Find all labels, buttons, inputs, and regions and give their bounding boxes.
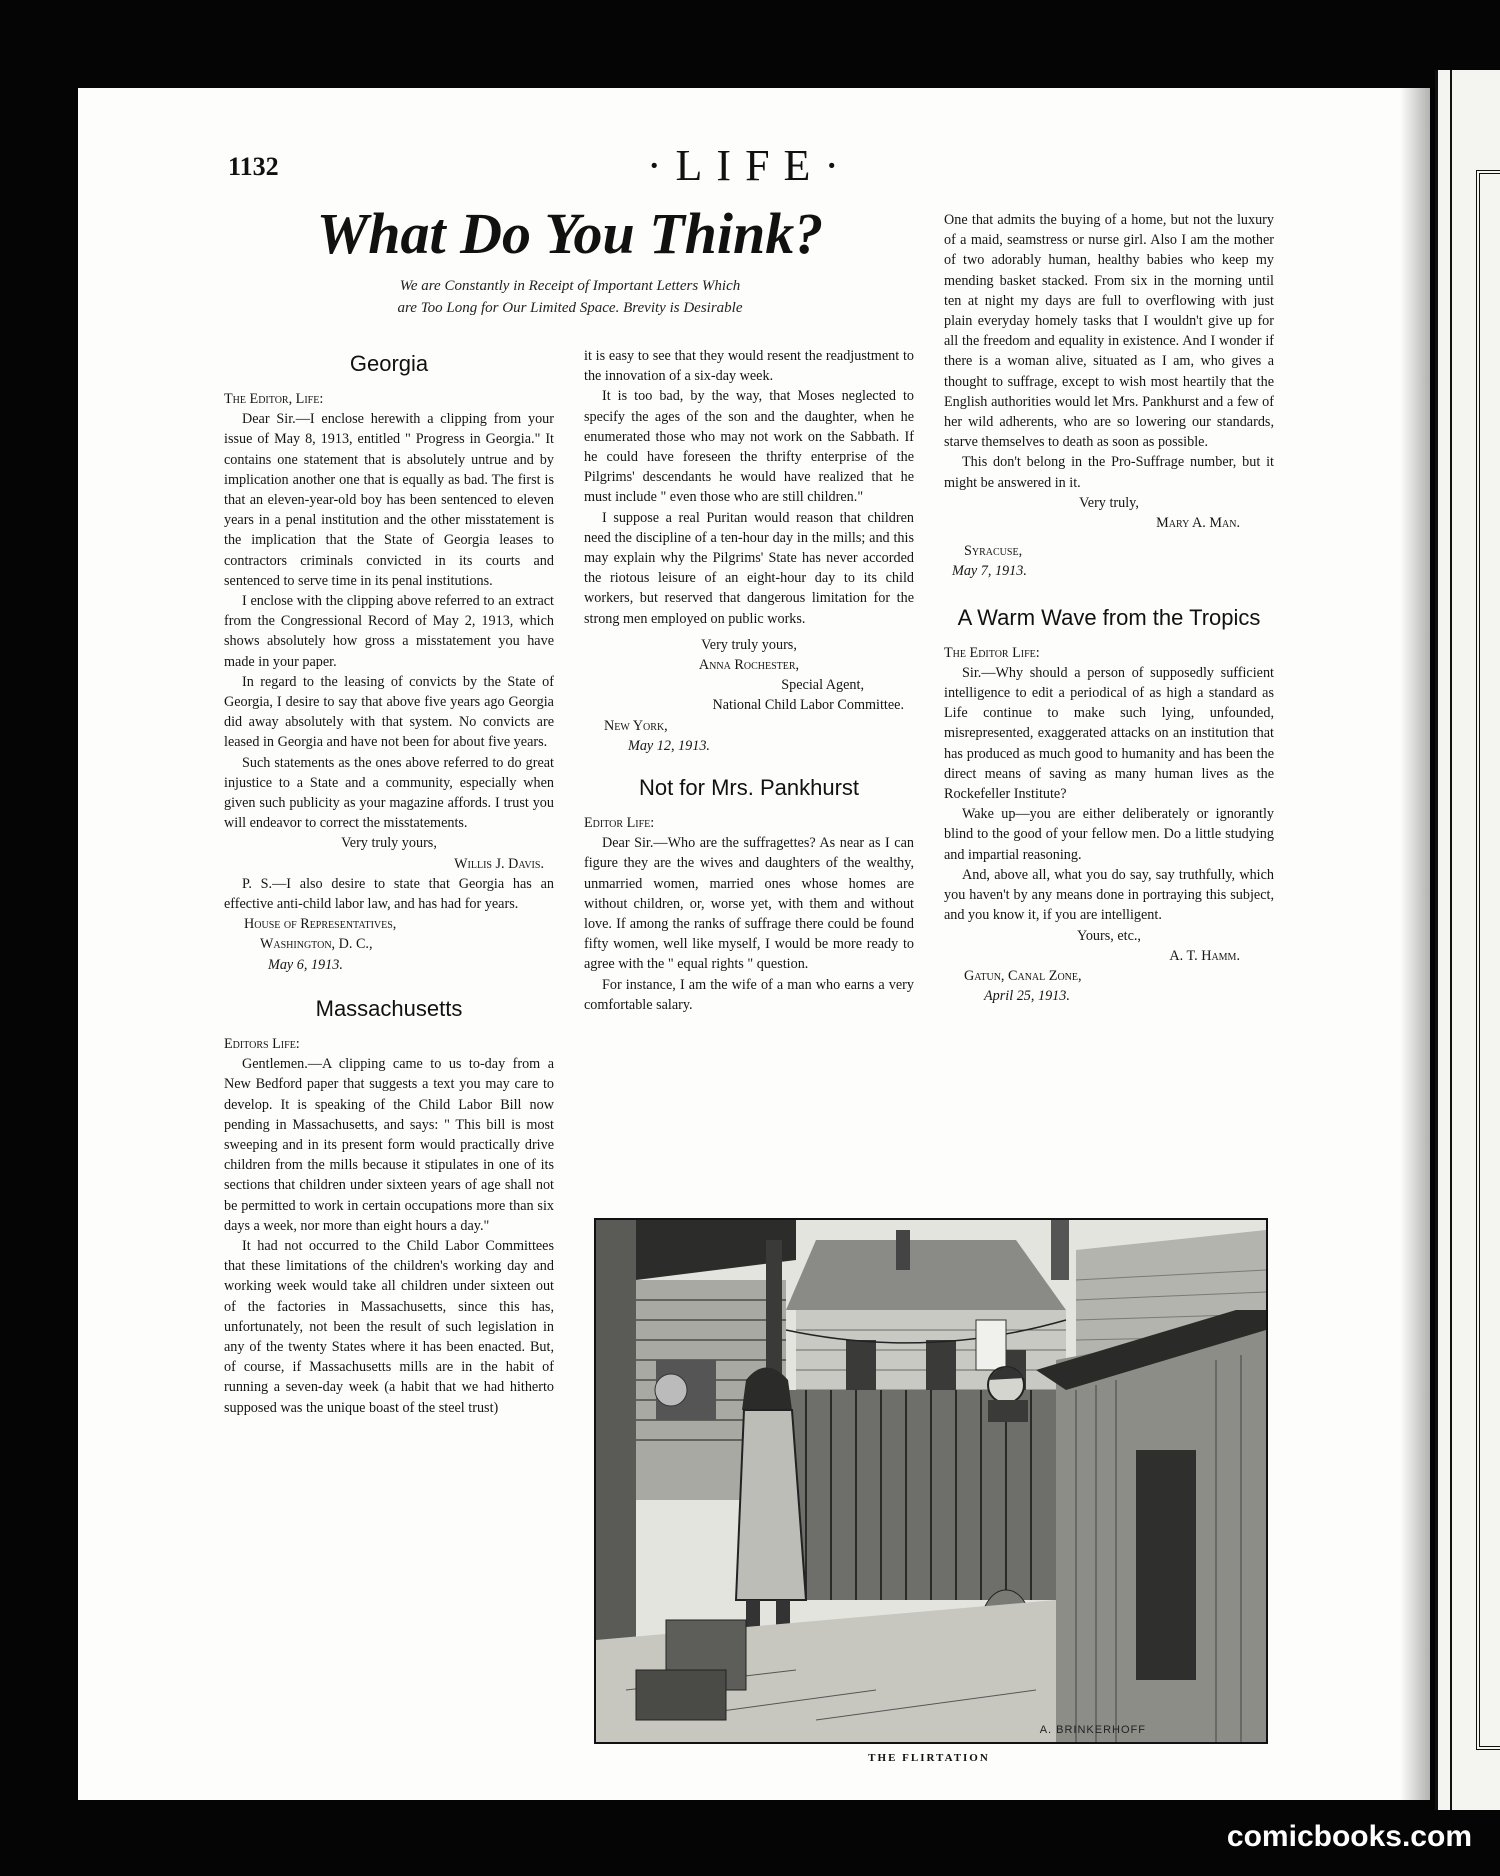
- pankhurst-place: Syracuse,: [964, 543, 1023, 560]
- massachusetts-closing: Very truly yours,: [701, 636, 797, 653]
- pankhurst-date: May 7, 1913.: [952, 563, 1027, 580]
- massachusetts-paragraph: Gentlemen.—A clipping came to us to-day from a New Bedford paper that suggests a text you may care to develop. It is speaking of the Child Labor Bill now pending in Massachusetts, and says: " This bill is most sweeping and in its present form would practically drive children from the mills because it stipulates in one of its sections that children under sixteen years of age shall not be permitted to work in certain occupations more than six days a week, nor more than eight hours a day.": [224, 1056, 554, 1234]
- georgia-signature: Willis J. Davis.: [454, 855, 544, 872]
- massachusetts-paragraph: It had not occurred to the Child Labor Committees that these limitations of the children's working day and working week would take all children under sixteen out of the factories in Massachusetts, since this has, unfortunately, not been the result of such legislation in any of the twenty States where it has been enacted. But, of course, if Massachusetts mills are in the habit of running a seven-day week (a habit that we had hitherto supposed was the unique boast of the steel trust): [224, 1237, 554, 1416]
- georgia-place: House of Representatives,: [244, 916, 397, 933]
- pankhurst-closing: Very truly,: [1079, 494, 1139, 511]
- watermark: comicbooks.com: [1226, 1820, 1472, 1853]
- page-number: 1132: [228, 152, 279, 181]
- subhead-line-1: We are Constantly in Receipt of Important Letters Which: [399, 278, 741, 294]
- warm-wave-signature: A. T. Hamm.: [1169, 947, 1240, 964]
- massachusetts-paragraph: It is too bad, by the way, that Moses neglected to specify the ages of the son and the daughter, when he enumerated those who may not work on the Sabbath. If he could have foreseen the thrifty enterprise of the Pilgrims' descendants he would have realized that he must include " even those who are still children.": [584, 388, 914, 506]
- facing-page-frame: [1476, 170, 1500, 1750]
- pankhurst-signature: Mary A. Man.: [1156, 515, 1240, 532]
- pankhurst-paragraph: Dear Sir.—Who are the suffragettes? As near as I can figure they are the wives and daughters of the wealthy, unmarried women, married ones whose homes are without children, or, worse yet, with them and without love. If among the ranks of suffrage there could be found fifty women, well like myself, I would be more ready to agree with the " equal rights " question.: [584, 835, 914, 973]
- warm-wave-date: April 25, 1913.: [984, 988, 1070, 1005]
- illustration-caption: THE FLIRTATION: [868, 1752, 990, 1764]
- illustration-drawing: [596, 1220, 1266, 1742]
- massachusetts-salutation: Editors Life:: [224, 1035, 300, 1052]
- subhead-line-2: are Too Long for Our Limited Space. Brevity is Desirable: [397, 300, 743, 316]
- section-title-warm-wave: A Warm Wave from the Tropics: [957, 604, 1261, 630]
- massachusetts-org: National Child Labor Committee.: [712, 697, 904, 714]
- subhead: [330, 275, 810, 319]
- warm-wave-paragraph: Sir.—Why should a person of supposedly sufficient intelligence to edit a periodical of as high a standard as Life continue to make such lying, unfounded, misrepresented, exaggerated attacks on an institution that has produced as much good to humanity and has been the direct means of saving as many human lives as the Rockefeller Institute?: [944, 664, 1274, 803]
- warm-wave-salutation: The Editor Life:: [944, 644, 1040, 661]
- artist-signature: A. BRINKERHOFF: [1039, 1724, 1146, 1736]
- georgia-place: Washington, D. C.,: [260, 936, 373, 953]
- georgia-date: May 6, 1913.: [268, 956, 343, 973]
- warm-wave-place: Gatun, Canal Zone,: [964, 967, 1082, 984]
- massachusetts-paragraph: I suppose a real Puritan would reason that children need the discipline of a ten-hour day in the mills; and this may explain why the Pilgrims' State has never accorded the riotous leisure of an eight-hour day to its child workers, but reserved that dangerous limitation for the strong men employed on public works.: [584, 509, 914, 627]
- georgia-postscript: P. S.—I also desire to state that Georgia has an effective anti-child labor law, and has had for years.: [224, 875, 554, 913]
- column-2: [584, 346, 914, 1015]
- georgia-paragraph: Such statements as the ones above referred to do great injustice to a State and a community, especially when given such publicity as your magazine affords. I trust you will endeavor to correct the misstatements.: [224, 754, 554, 832]
- illustration-the-flirtation: [594, 1218, 1268, 1744]
- page-gutter-shadow: [1400, 88, 1435, 1800]
- section-title-massachusetts: Massachusetts: [315, 995, 463, 1021]
- warm-wave-paragraph: Wake up—you are either deliberately or ignorantly blind to the good of your fellow men. Do a little studying and impartial reasoning.: [944, 806, 1274, 863]
- georgia-paragraph: I enclose with the clipping above referred to an extract from the Congressional Record of May 2, 1913, which shows absolutely how gross a misstatement you have made in your paper.: [224, 593, 554, 670]
- facing-page-edge: [1435, 70, 1500, 1810]
- column-1: [224, 340, 554, 1418]
- massachusetts-paragraph: it is easy to see that they would resent the readjustment to the innovation of a six-day week.: [584, 348, 914, 385]
- pankhurst-paragraph: This don't belong in the Pro-Suffrage number, but it might be answered in it.: [944, 454, 1274, 491]
- warm-wave-closing: Yours, etc.,: [1077, 927, 1141, 944]
- facing-page-rule: [1450, 70, 1452, 1810]
- massachusetts-signature: Anna Rochester,: [698, 657, 800, 674]
- georgia-paragraph: In regard to the leasing of convicts by the State of Georgia, I desire to say that above five years ago Georgia did away absolutely with that system. No convicts are leased in Georgia and have not been for about five years.: [224, 673, 554, 751]
- georgia-paragraph: Dear Sir.—I enclose herewith a clipping from your issue of May 8, 1913, entitled " Progress in Georgia." It contains one statement that is absolutely untrue and by implication another one that is equally as bad. The first is that an eleven-year-old boy has been sentenced to eleven years in a penal institution and the other misstatement is the implication that the State of Georgia leases to contractors criminals convicted in its courts and sentenced to serve time in its penal institutions.: [224, 411, 554, 589]
- headline: What Do You Think?: [316, 201, 824, 266]
- masthead: ·LIFE·: [646, 141, 854, 190]
- georgia-closing: Very truly yours,: [341, 835, 437, 852]
- section-title-georgia: Georgia: [349, 351, 429, 376]
- georgia-salutation: The Editor, Life:: [224, 391, 324, 407]
- massachusetts-date: May 12, 1913.: [628, 737, 710, 754]
- pankhurst-salutation: Editor Life:: [584, 815, 655, 832]
- column-3: [944, 210, 1274, 1006]
- massachusetts-place: New York,: [604, 717, 668, 734]
- section-title-pankhurst: Not for Mrs. Pankhurst: [638, 775, 860, 801]
- massachusetts-role: Special Agent,: [781, 677, 864, 694]
- pankhurst-paragraph: One that admits the buying of a home, but not the luxury of a maid, seamstress or nurse girl. Also I am the mother of two adorably human, healthy babies who keep my mending basket stacked. From six in the morning until ten at night my days are full to overflowing with just plain everyday homely tasks that I wouldn't give up for all the freedom and equality in existence. And I wonder if there is a woman alive, situated as I am, who gives a thought to suffrage, except to wish most heartily that the English authorities would let Mrs. Pankhurst and a few of her wild adherents, who are so lowering our standards, starve themselves to death as soon as possible.: [944, 212, 1274, 451]
- warm-wave-paragraph: And, above all, what you do say, say truthfully, which you haven't by any means done in portraying this subject, and you know it, if you are intelligent.: [944, 866, 1274, 924]
- pankhurst-paragraph: For instance, I am the wife of a man who earns a very comfortable salary.: [584, 976, 914, 1013]
